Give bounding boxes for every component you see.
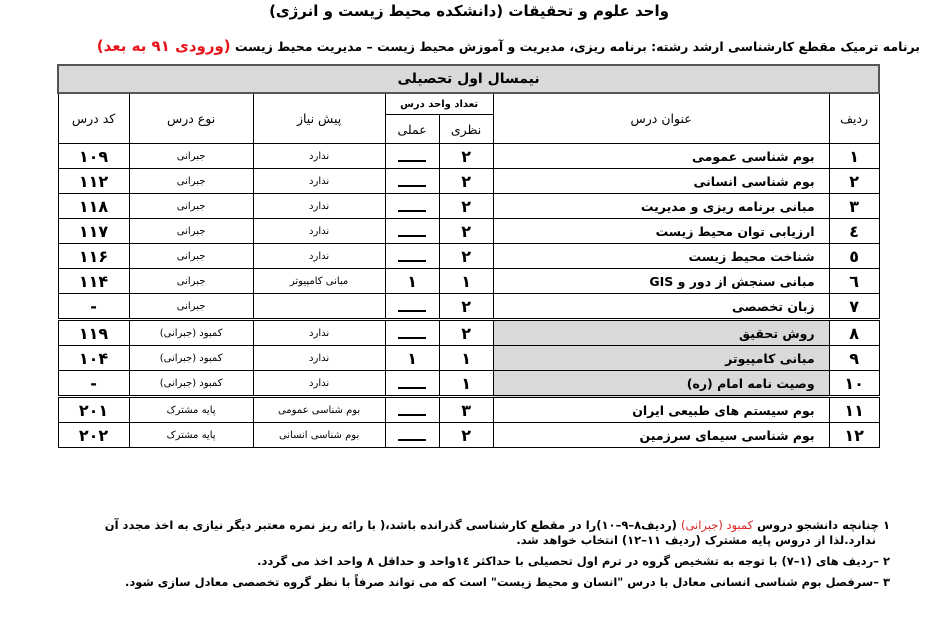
practical-units: [385, 371, 439, 397]
table-row: [58, 194, 879, 219]
table-row: [58, 294, 879, 320]
course-title: زبان تخصصی: [493, 294, 829, 320]
prereq: ندارد: [253, 320, 385, 346]
note-1: ۱ چنانچه دانشجو دروس کمبود (جبرانی) (ردیف۸–۹–۱۰)را در مقطع کارشناسی گذرانده باشد،( با رائه ریز نمره معتبر دیگر نیازی به اخذ مجدد آن ندارد.لذا از دروس پایه مشترک (ردیف ۱۱–۱۲) انتخاب خواهد شد.: [104, 518, 890, 547]
row-number: ٥: [829, 244, 879, 269]
row-number: ٤: [829, 219, 879, 244]
col-prereq: پیش نیاز: [253, 93, 385, 144]
course-table: [57, 64, 880, 448]
table-row: [58, 244, 879, 269]
course-code: ۱۱۸: [58, 194, 129, 219]
course-title: وصیت نامه امام (ره): [493, 371, 829, 397]
col-units: تعداد واحد درس: [385, 93, 493, 115]
course-title: مبانی کامپیوتر: [493, 346, 829, 371]
entry-note: (ورودی ۹۱ به بعد): [96, 37, 231, 55]
theory-units: ۲: [439, 194, 493, 219]
theory-units: ۲: [439, 219, 493, 244]
row-number: ۹: [829, 346, 879, 371]
col-title: عنوان درس: [493, 93, 829, 144]
dash-mark: [398, 406, 426, 416]
row-number: ۲: [829, 169, 879, 194]
course-title: روش تحقیق: [493, 320, 829, 346]
practical-units: [385, 244, 439, 269]
course-title: مبانی برنامه ریزی و مدیریت: [493, 194, 829, 219]
course-title: ارزیابی توان محیط زیست: [493, 219, 829, 244]
table-row: [58, 423, 879, 448]
course-type: کمبود (جبرانی): [129, 320, 253, 346]
course-code: ۲۰۱: [58, 397, 129, 423]
practical-units: [385, 169, 439, 194]
course-type: جبرانی: [129, 219, 253, 244]
course-code: ۱۰۴: [58, 346, 129, 371]
dash-mark: [398, 252, 426, 262]
col-type: نوع درس: [129, 93, 253, 144]
theory-units: ۱: [439, 269, 493, 294]
theory-units: ۳: [439, 397, 493, 423]
subtitle-text: برنامه ترمیک مقطع کارشناسی ارشد رشته: برنامه ریزی، مدیریت و آموزش محیط زیست – مدیریت محیط زیست: [235, 39, 920, 54]
practical-units: [385, 194, 439, 219]
theory-units: ۱: [439, 371, 493, 397]
dash-mark: [398, 177, 426, 187]
note-2: ۲ –ردیف های (۱–۷) با توجه به تشخیص گروه در ترم اول تحصیلی با حداکثر ۱٤واحد و حداقل ۸ واحد اخذ می گردد.: [257, 554, 890, 568]
course-type: کمبود (جبرانی): [129, 371, 253, 397]
practical-units: [385, 294, 439, 320]
practical-units: ۱: [385, 346, 439, 371]
theory-units: ۲: [439, 144, 493, 169]
row-number: ٦: [829, 269, 879, 294]
course-type: جبرانی: [129, 244, 253, 269]
theory-units: ۲: [439, 423, 493, 448]
course-code: ۱۱۹: [58, 320, 129, 346]
course-type: جبرانی: [129, 169, 253, 194]
prereq: بوم شناسی عمومی: [253, 397, 385, 423]
practical-units: [385, 144, 439, 169]
course-title: بوم شناسی انسانی: [493, 169, 829, 194]
practical-units: [385, 219, 439, 244]
notes: [40, 518, 890, 596]
dash-mark: [398, 379, 426, 389]
row-number: ۱۰: [829, 371, 879, 397]
col-row: ردیف: [829, 93, 879, 144]
prereq: مبانی کامپیوتر: [253, 269, 385, 294]
col-practical: عملی: [385, 115, 439, 144]
course-type: جبرانی: [129, 144, 253, 169]
note-3: ۳ –سرفصل بوم شناسی انسانی معادل با درس "انسان و محیط زیست" است که می تواند صرفاً با نظر گروه تخصصی معادل سازی شود.: [125, 575, 890, 589]
table-row: [58, 269, 879, 294]
theory-units: ۲: [439, 244, 493, 269]
table-row: [58, 371, 879, 397]
practical-units: [385, 423, 439, 448]
row-number: ۱: [829, 144, 879, 169]
dash-mark: [398, 152, 426, 162]
course-type: پایه مشترک: [129, 397, 253, 423]
course-code: ۱۱۶: [58, 244, 129, 269]
page-title: واحد علوم و تحقیقات (دانشکده محیط زیست و انرژی): [269, 2, 669, 20]
course-type: جبرانی: [129, 294, 253, 320]
row-number: ۱۱: [829, 397, 879, 423]
program-subtitle: [40, 37, 920, 55]
course-code: ۱۱۲: [58, 169, 129, 194]
course-code: -: [58, 294, 129, 320]
course-title: بوم سیستم های طبیعی ایران: [493, 397, 829, 423]
row-number: ۷: [829, 294, 879, 320]
practical-units: [385, 397, 439, 423]
prereq: ندارد: [253, 244, 385, 269]
course-code: ۱۱۴: [58, 269, 129, 294]
dash-mark: [398, 431, 426, 441]
row-number: ۳: [829, 194, 879, 219]
dash-mark: [398, 227, 426, 237]
course-title: مبانی سنجش از دور و GIS: [493, 269, 829, 294]
theory-units: ۲: [439, 320, 493, 346]
table-row: [58, 144, 879, 169]
practical-units: [385, 320, 439, 346]
theory-units: ۲: [439, 169, 493, 194]
prereq: بوم شناسی انسانی: [253, 423, 385, 448]
course-type: پایه مشترک: [129, 423, 253, 448]
course-title: بوم شناسی عمومی: [493, 144, 829, 169]
course-code: ۱۰۹: [58, 144, 129, 169]
course-code: ۲۰۲: [58, 423, 129, 448]
dash-mark: [398, 302, 426, 312]
prereq: [253, 294, 385, 320]
table-row: [58, 346, 879, 371]
row-number: ۸: [829, 320, 879, 346]
prereq: ندارد: [253, 346, 385, 371]
prereq: ندارد: [253, 219, 385, 244]
course-title: شناخت محیط زیست: [493, 244, 829, 269]
table-row: [58, 169, 879, 194]
theory-units: ۱: [439, 346, 493, 371]
course-type: جبرانی: [129, 269, 253, 294]
dash-mark: [398, 202, 426, 212]
row-number: ۱۲: [829, 423, 879, 448]
table-row: [58, 219, 879, 244]
table-row: [58, 397, 879, 423]
dash-mark: [398, 329, 426, 339]
prereq: ندارد: [253, 169, 385, 194]
course-code: ۱۱۷: [58, 219, 129, 244]
col-theory: نظری: [439, 115, 493, 144]
theory-units: ۲: [439, 294, 493, 320]
col-code: کد درس: [58, 93, 129, 144]
practical-units: ۱: [385, 269, 439, 294]
semester-header: نیمسال اول تحصیلی: [58, 65, 879, 93]
course-code: -: [58, 371, 129, 397]
prereq: ندارد: [253, 194, 385, 219]
course-title: بوم شناسی سیمای سرزمین: [493, 423, 829, 448]
table-row: [58, 320, 879, 346]
course-type: جبرانی: [129, 194, 253, 219]
course-type: کمبود (جبرانی): [129, 346, 253, 371]
prereq: ندارد: [253, 371, 385, 397]
prereq: ندارد: [253, 144, 385, 169]
